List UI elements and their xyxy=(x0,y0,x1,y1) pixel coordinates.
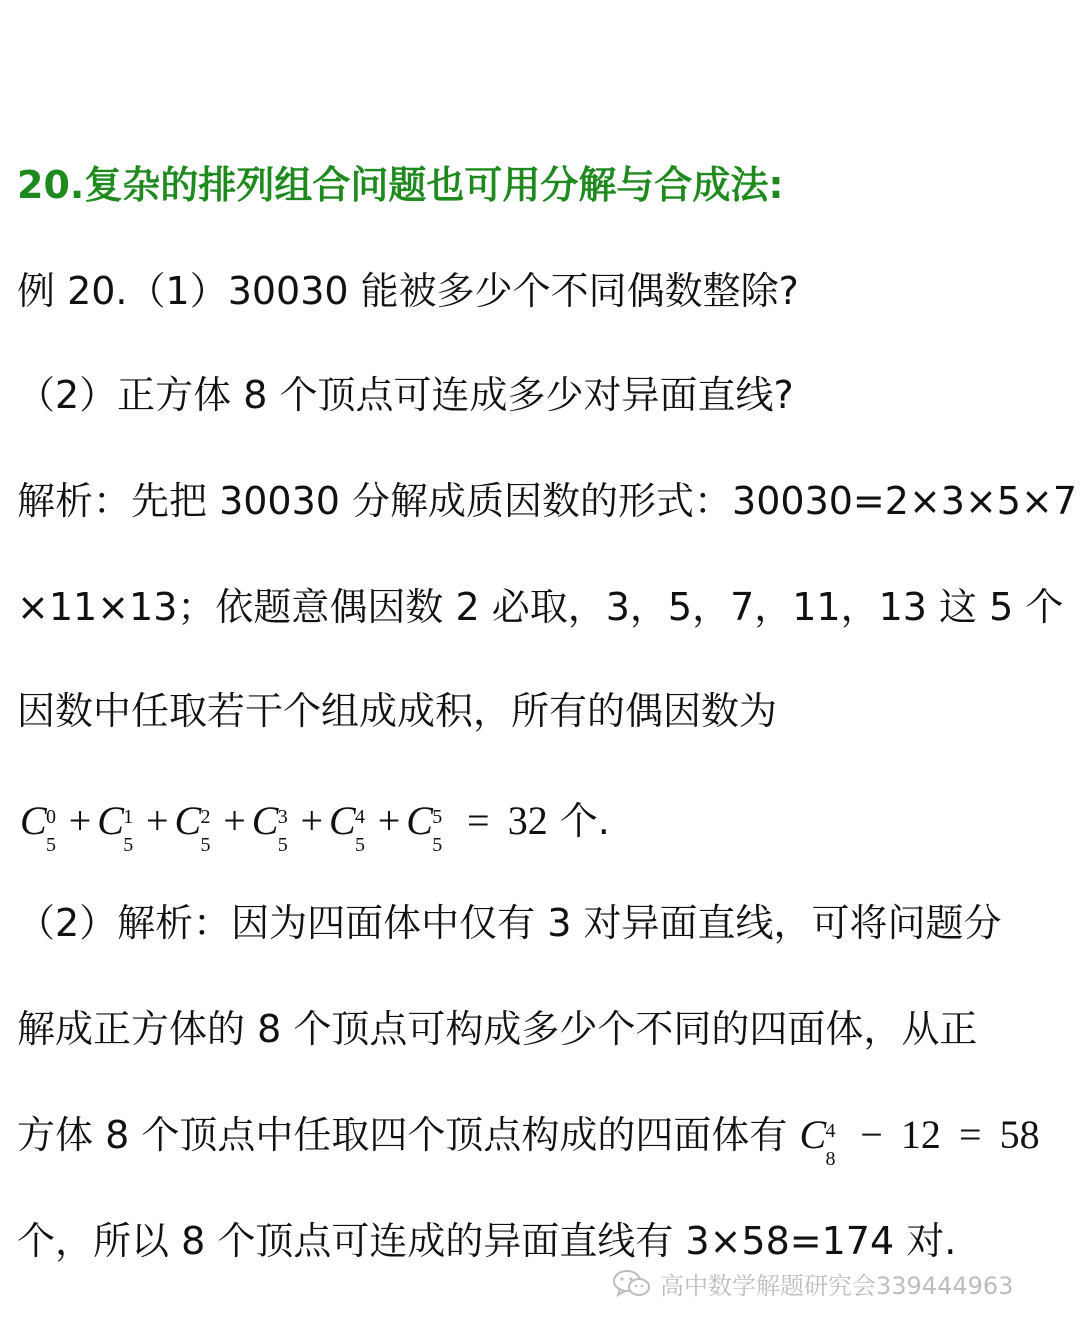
wechat-icon xyxy=(612,1268,652,1300)
combination-sum-formula xyxy=(20,796,610,856)
combination-n: 5 xyxy=(123,834,134,856)
minus-sign: − xyxy=(860,1112,883,1157)
plus-sign: + xyxy=(145,798,169,843)
equals-sign: = xyxy=(467,798,490,843)
combination-c-8-4 xyxy=(799,1110,840,1170)
solution2-line3 xyxy=(17,1110,1040,1170)
solution2-line3-text: 方体 8 个顶点中任取四个顶点构成的四面体有 xyxy=(17,1113,788,1157)
solution2-line1: （2）解析：因为四面体中仅有 3 对异面直线，可将问题分 xyxy=(17,901,1002,945)
tetrahedron-count: 58 xyxy=(999,1112,1040,1157)
combination-term xyxy=(174,796,216,856)
combination-k: 3 xyxy=(277,806,288,828)
combination-n: 5 xyxy=(277,834,288,856)
combination-n: 5 xyxy=(432,834,443,856)
watermark-text: 高中数学解题研究会339444963 xyxy=(660,1272,1014,1300)
combination-term xyxy=(97,796,138,856)
combination-term xyxy=(251,796,293,856)
solution1-line2: ×11×13；依题意偶因数 2 必取，3，5，7，11，13 这 5 个 xyxy=(17,585,1064,629)
combination-symbol: C xyxy=(251,798,279,843)
combination-term xyxy=(329,796,370,856)
plus-sign: + xyxy=(223,798,246,843)
combination-sum-terms xyxy=(20,798,449,856)
watermark xyxy=(612,1266,1013,1301)
combination-n: 5 xyxy=(355,834,365,856)
equals-sign-2: = xyxy=(958,1112,982,1157)
combination-k: 5 xyxy=(432,806,443,828)
combination-symbol: C xyxy=(406,798,433,843)
solution1-line3: 因数中任取若干个组成成积，所有的偶因数为 xyxy=(17,689,778,733)
example-question-1: 例 20.（1）30030 能被多少个不同偶数整除? xyxy=(17,269,799,313)
plus-sign: + xyxy=(68,798,92,843)
plus-sign: + xyxy=(377,798,401,843)
combination-k: 1 xyxy=(123,806,134,828)
solution1-line1: 解析：先把 30030 分解成质因数的形式：30030=2×3×5×7 xyxy=(17,479,1077,523)
sum-result: 32 xyxy=(507,798,548,843)
combination-k: 4 xyxy=(355,806,365,828)
combination-n: 5 xyxy=(200,834,211,856)
combination-k: 2 xyxy=(200,806,211,828)
combination-n: 8 xyxy=(825,1148,836,1170)
combination-n: 5 xyxy=(46,834,56,856)
combination-symbol: C xyxy=(97,798,124,843)
plus-sign: + xyxy=(300,798,323,843)
solution2-line2: 解成正方体的 8 个顶点可构成多少个不同的四面体，从正 xyxy=(17,1007,978,1051)
section-heading: 20.复杂的排列组合问题也可用分解与合成法: xyxy=(17,163,784,207)
combination-symbol: C xyxy=(329,798,356,843)
minus-value: 12 xyxy=(900,1112,941,1157)
combination-symbol: C xyxy=(799,1112,827,1157)
combination-symbol: C xyxy=(174,798,202,843)
combination-term xyxy=(406,796,447,856)
solution2-line4: 个，所以 8 个顶点可连成的异面直线有 3×58=174 对. xyxy=(17,1219,957,1263)
combination-k: 0 xyxy=(46,806,56,828)
combination-term xyxy=(20,796,61,856)
combination-k: 4 xyxy=(825,1120,836,1142)
example-question-2: （2）正方体 8 个顶点可连成多少对异面直线? xyxy=(17,373,794,417)
combination-symbol: C xyxy=(20,798,47,843)
sum-unit: 个. xyxy=(559,799,610,843)
